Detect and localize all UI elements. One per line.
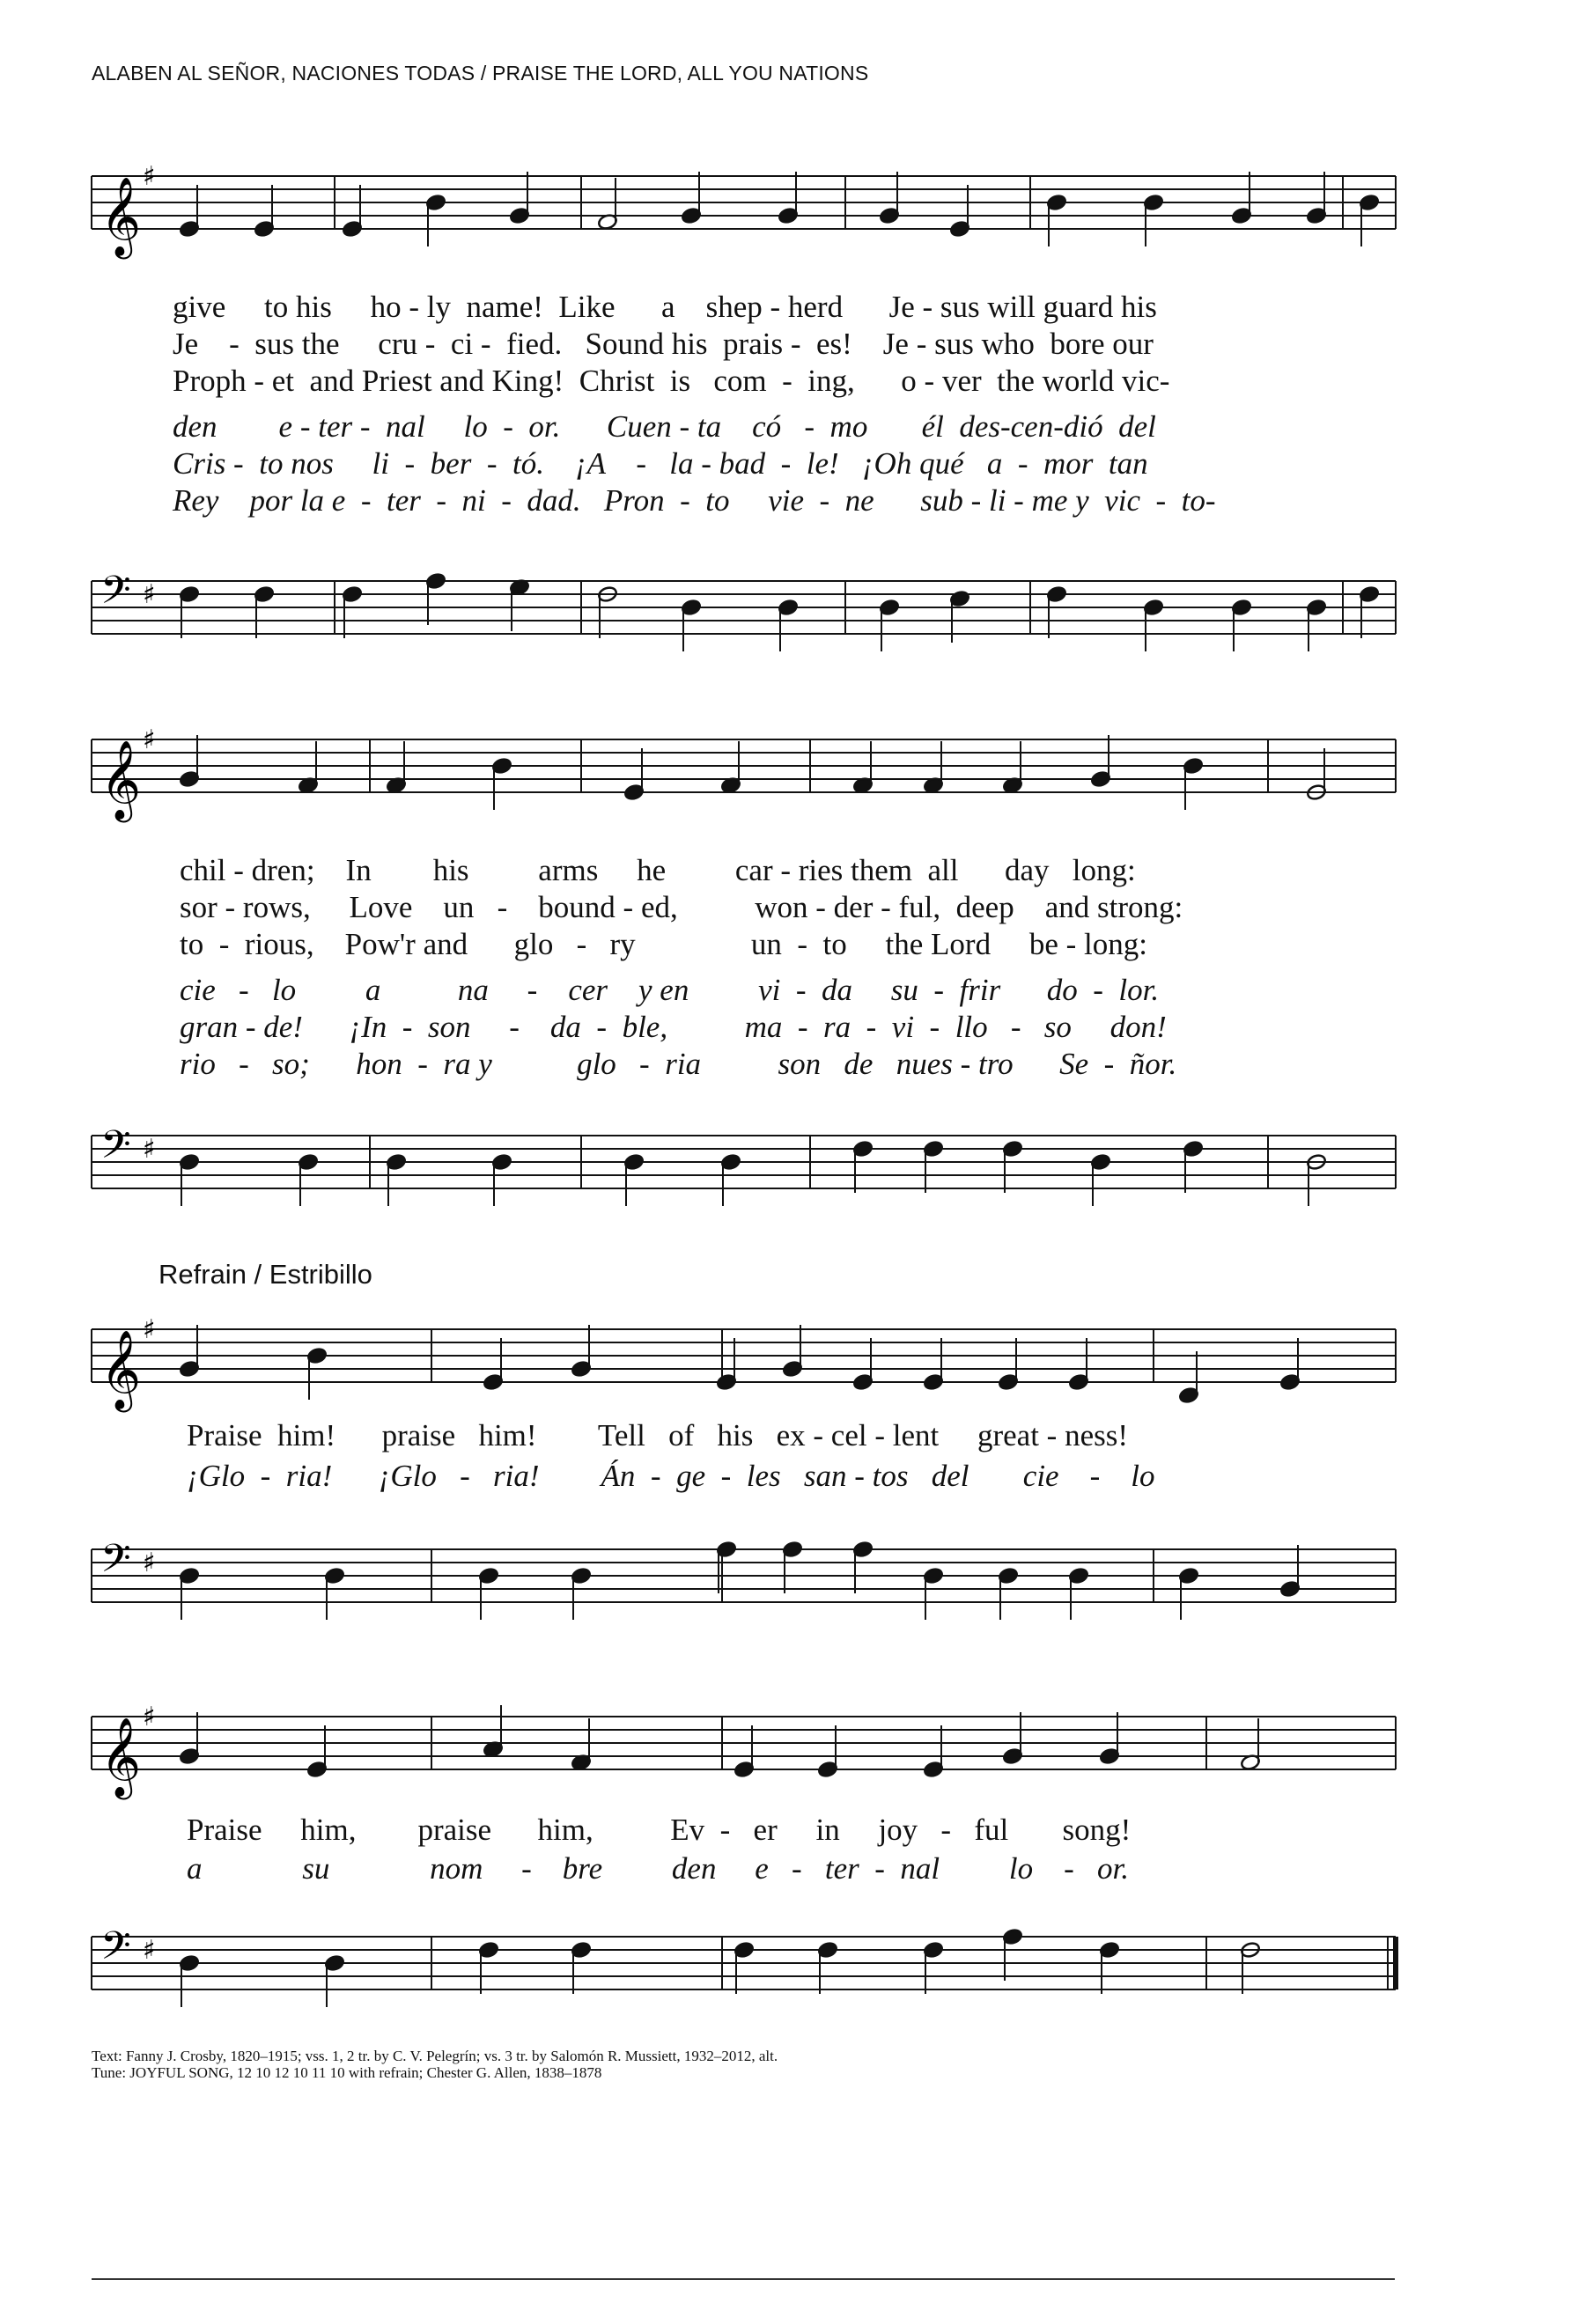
credits-text-line: Text: Fanny J. Crosby, 1820–1915; vss. 1, 2 tr. by C. V. Pelegrín; vs. 3 tr. by Salomón R. Mussiett, 1932–2012, alt.: [92, 2048, 778, 2064]
refrain-2-lyrics-en: Praise him, praise him, Ev - er in joy - ful song!: [187, 1813, 1132, 1847]
credits: [92, 2048, 778, 2081]
bass-clef-icon: 𝄢: [100, 1923, 131, 1978]
system-1-treble-staff: [0, 158, 1585, 273]
system-2-treble-staff: [0, 722, 1585, 845]
system-2-lyrics-en-1: chil - dren; In his arms he car - ries them all day long:: [180, 853, 1136, 887]
system-1-lyrics-en-3: Proph - et and Priest and King! Christ is com - ing, o - ver the world vic-: [173, 364, 1170, 398]
system-2-lyrics-es-3: rio - so; hon - ra y glo - ria son de nues - tro Se - ñor.: [180, 1047, 1177, 1081]
bottom-rule: [92, 2278, 1395, 2280]
refrain-1-treble-staff: [0, 1312, 1585, 1417]
system-1-lyrics-en-1: give to his ho - ly name! Like a shep - herd Je - sus will guard his: [173, 290, 1157, 324]
bass-clef-icon: 𝄢: [100, 567, 131, 622]
key-signature-sharp-icon: ♯: [143, 1702, 156, 1732]
hymn-title: ALABEN AL SEÑOR, NACIONES TODAS / PRAISE THE LORD, ALL YOU NATIONS: [92, 62, 869, 85]
system-2-lyrics-es-1: cie - lo a na - cer y en vi - da su - frir do - lor.: [180, 973, 1160, 1007]
refrain-1-lyrics-en: Praise him! praise him! Tell of his ex - cel - lent great - ness!: [187, 1418, 1129, 1452]
key-signature-sharp-icon: ♯: [143, 1134, 156, 1165]
treble-clef-icon: 𝄞: [100, 740, 142, 820]
refrain-2-bass-staff: [0, 1901, 1585, 2034]
credits-tune-line: Tune: JOYFUL SONG, 12 10 12 10 11 10 with refrain; Chester G. Allen, 1838–1878: [92, 2064, 602, 2081]
refrain-1-bass-staff: [0, 1514, 1585, 1646]
key-signature-sharp-icon: ♯: [143, 579, 156, 610]
refrain-2-lyrics-es: a su nom - bre den e - ter - nal lo - or.: [187, 1851, 1130, 1886]
refrain-2-treble-staff: [0, 1699, 1585, 1822]
system-2-lyrics-en-2: sor - rows, Love un - bound - ed, won - der - ful, deep and strong:: [180, 890, 1183, 924]
refrain-1-lyrics-es: ¡Glo - ria! ¡Glo - ria! Án - ge - les san - tos del cie - lo: [187, 1459, 1155, 1493]
treble-clef-icon: 𝄞: [100, 1330, 142, 1409]
key-signature-sharp-icon: ♯: [143, 724, 156, 755]
key-signature-sharp-icon: ♯: [143, 161, 156, 192]
system-1-lyrics-es-2: Cris - to nos li - ber - tó. ¡A - la - bad - le! ¡Oh qué a - mor tan: [173, 446, 1148, 481]
refrain-label: Refrain / Estribillo: [158, 1259, 372, 1290]
treble-clef-icon: 𝄞: [100, 177, 142, 256]
system-1-lyrics-es-3: Rey por la e - ter - ni - dad. Pron - to vie - ne sub - li - me y vic - to-: [173, 483, 1216, 518]
bass-clef-icon: 𝄢: [100, 1535, 131, 1591]
key-signature-sharp-icon: ♯: [143, 1548, 156, 1578]
treble-clef-icon: 𝄞: [100, 1717, 142, 1797]
system-1-lyrics-es-1: den e - ter - nal lo - or. Cuen - ta có - mo él des-cen-dió del: [173, 409, 1156, 444]
bass-clef-icon: 𝄢: [100, 1122, 131, 1177]
key-signature-sharp-icon: ♯: [143, 1314, 156, 1345]
system-1-lyrics-en-2: Je - sus the cru - ci - fied. Sound his prais - es! Je - sus who bore our: [173, 327, 1154, 361]
system-1-bass-staff: [0, 546, 1585, 678]
system-2-lyrics-es-2: gran - de! ¡In - son - da - ble, ma - ra - vi - llo - so don!: [180, 1010, 1167, 1044]
system-2-bass-staff: [0, 1100, 1585, 1232]
system-2-lyrics-en-3: to - rious, Pow'r and glo - ry un - to the Lord be - long:: [180, 927, 1147, 961]
key-signature-sharp-icon: ♯: [143, 1935, 156, 1966]
